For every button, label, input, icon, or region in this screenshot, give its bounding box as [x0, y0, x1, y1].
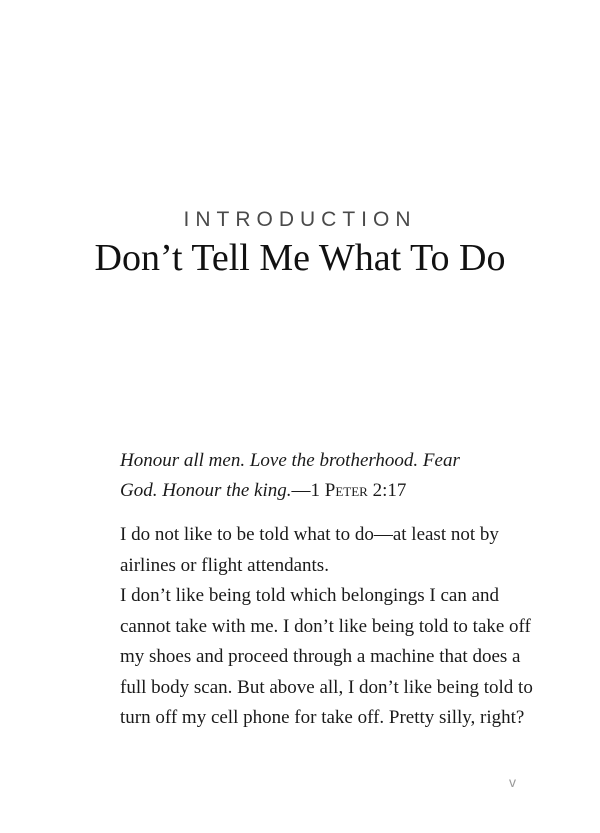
epigraph-line-2 — [120, 476, 540, 506]
epigraph-line-1: Honour all men. Love the brotherhood. Fear — [120, 450, 460, 471]
body-text — [83, 520, 533, 734]
paragraph-line: I don’t like being told which belongings I can and — [120, 585, 500, 606]
paragraph-1 — [83, 520, 528, 581]
epigraph — [120, 446, 540, 506]
epigraph-citation: —1 Peter 2:17 — [291, 480, 407, 501]
epigraph-quote-end: God. Honour the king. — [120, 480, 292, 501]
chapter-label: INTRODUCTION — [183, 208, 417, 231]
paragraph-line: my shoes and proceed through a machine that does a — [120, 646, 521, 667]
page-number: v — [509, 774, 516, 790]
paragraph-line: airlines or flight attendants. — [120, 554, 329, 576]
chapter-title: Don’t Tell Me What To Do — [94, 237, 506, 279]
paragraph-line: cannot take with me. I don’t like being told to take off — [120, 615, 531, 637]
paragraph-line: I do not like to be told what to do—at least not by — [120, 524, 499, 545]
paragraph-line: full body scan. But above all, I don’t like being told to — [120, 676, 533, 698]
paragraph-line: turn off my cell phone for take off. Pretty silly, right? — [120, 707, 525, 728]
paragraph-2 — [83, 581, 533, 734]
